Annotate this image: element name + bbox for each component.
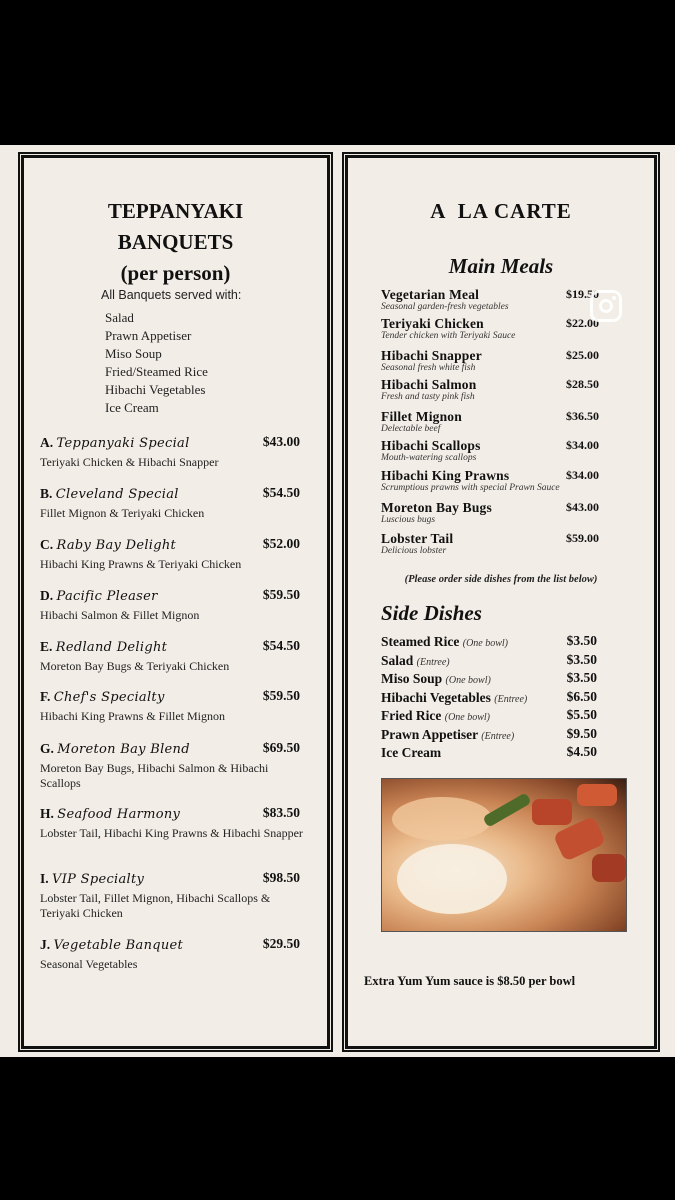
main-item — [381, 531, 599, 556]
banquet-price: $59.50 — [262, 587, 300, 602]
side-item — [381, 726, 597, 744]
banquet-item — [40, 870, 310, 921]
side-tag: (One bowl) — [445, 675, 491, 686]
banquet-name: VIP Specialty — [52, 872, 145, 887]
main-price: $19.50 — [566, 287, 599, 301]
banquet-item — [40, 485, 310, 521]
main-desc: Tender chicken with Teriyaki Sauce — [381, 331, 516, 341]
banquet-desc: Lobster Tail, Fillet Mignon, Hibachi Scallops & Teriyaki Chicken — [40, 891, 271, 920]
main-item — [381, 316, 599, 341]
side-price: $5.50 — [566, 707, 597, 722]
banquet-price: $98.50 — [262, 870, 300, 885]
banquet-item — [40, 936, 310, 972]
side-name: Hibachi Vegetables — [381, 690, 491, 705]
side-item — [381, 689, 597, 707]
main-item — [381, 438, 599, 463]
banquet-name: Vegetable Banquet — [53, 938, 184, 953]
extra-sauce-note: Extra Yum Yum sauce is $8.50 per bowl — [364, 974, 576, 988]
banquet-price: $83.50 — [262, 805, 300, 820]
banquet-price: $69.50 — [262, 740, 300, 755]
side-name: Prawn Appetiser — [381, 727, 478, 742]
main-desc: Delicious lobster — [381, 546, 447, 556]
banquet-name: Teppanyaki Special — [56, 436, 190, 451]
banquets-panel — [21, 155, 330, 1049]
side-item — [381, 707, 597, 725]
banquet-price: $29.50 — [262, 936, 300, 951]
banquet-price: $43.00 — [262, 434, 300, 449]
served-item: Fried/Steamed Rice — [105, 364, 208, 379]
main-price: $36.50 — [566, 409, 599, 423]
main-item — [381, 348, 599, 373]
banquet-name: Raby Bay Delight — [56, 538, 177, 553]
main-price: $25.00 — [566, 348, 599, 362]
served-heading: All Banquets served with: — [101, 288, 242, 302]
banquet-item — [40, 536, 310, 572]
banquet-name: Pacific Pleaser — [56, 589, 158, 604]
main-desc: Scrumptious prawns with special Prawn Sauce — [381, 483, 560, 493]
banquet-letter: J. — [40, 937, 51, 952]
main-item — [381, 500, 599, 525]
main-item — [381, 377, 599, 402]
banquet-price: $59.50 — [262, 688, 300, 703]
food-photo-art — [382, 779, 626, 931]
banquet-name: Seafood Harmony — [57, 807, 181, 822]
main-desc: Delectable beef — [381, 424, 441, 434]
side-tag: (Entree) — [481, 731, 515, 742]
banquet-letter: C. — [40, 537, 54, 552]
a-la-carte-title: A LA CARTE — [430, 199, 572, 223]
main-name: Vegetarian Meal — [381, 287, 480, 302]
banquet-letter: F. — [40, 689, 51, 704]
side-order-note: (Please order side dishes from the list below) — [404, 574, 598, 585]
banquet-item — [40, 740, 310, 791]
main-price: $28.50 — [566, 377, 599, 391]
banquet-desc: Seasonal Vegetables — [40, 957, 138, 971]
side-price: $3.50 — [566, 670, 597, 685]
main-price: $34.00 — [566, 438, 599, 452]
banquet-letter: G. — [40, 741, 54, 756]
menu-sheet — [0, 145, 675, 1057]
banquet-desc: Hibachi King Prawns & Fillet Mignon — [40, 709, 225, 723]
banquet-item — [40, 688, 310, 724]
side-dishes-title: Side Dishes — [381, 601, 482, 625]
banquet-letter: E. — [40, 639, 53, 654]
side-name: Fried Rice — [381, 708, 442, 723]
banquet-desc: Hibachi King Prawns & Teriyaki Chicken — [40, 557, 242, 571]
banquet-name: Chef's Specialty — [53, 690, 165, 705]
banquet-item — [40, 805, 310, 841]
main-item — [381, 409, 599, 434]
main-desc: Mouth-watering scallops — [381, 453, 477, 463]
main-name: Fillet Mignon — [381, 409, 462, 424]
banquet-letter: B. — [40, 486, 53, 501]
banquets-title — [24, 196, 327, 289]
served-item: Prawn Appetiser — [105, 328, 192, 343]
served-item: Salad — [105, 310, 134, 325]
side-name: Salad — [381, 653, 414, 668]
banquet-item — [40, 587, 310, 623]
main-price: $43.00 — [566, 500, 599, 514]
banquet-letter: D. — [40, 588, 54, 603]
side-price: $4.50 — [566, 744, 597, 759]
banquet-name: Cleveland Special — [55, 487, 179, 502]
title-line-1: TEPPANYAKI — [107, 199, 244, 223]
title-line-3: (per person) — [120, 261, 231, 285]
side-tag: (Entree) — [416, 657, 450, 668]
banquet-desc: Moreton Bay Bugs & Teriyaki Chicken — [40, 659, 230, 673]
main-meals-title: Main Meals — [448, 254, 554, 278]
banquet-price: $52.00 — [262, 536, 300, 551]
side-price: $6.50 — [566, 689, 597, 704]
banquet-name: Redland Delight — [55, 640, 168, 655]
main-desc: Luscious bugs — [381, 515, 436, 525]
main-name: Lobster Tail — [381, 531, 454, 546]
main-name: Moreton Bay Bugs — [381, 500, 492, 515]
side-price: $9.50 — [566, 726, 597, 741]
side-price: $3.50 — [566, 633, 597, 648]
instagram-icon[interactable] — [590, 290, 622, 322]
main-desc: Fresh and tasty pink fish — [381, 392, 475, 402]
side-name: Miso Soup — [381, 671, 443, 686]
main-name: Hibachi Scallops — [381, 438, 481, 453]
banquet-price: $54.50 — [262, 638, 300, 653]
main-name: Hibachi King Prawns — [381, 468, 510, 483]
banquet-price: $54.50 — [262, 485, 300, 500]
main-name: Hibachi Snapper — [381, 348, 482, 363]
side-name: Steamed Rice — [381, 634, 460, 649]
main-name: Hibachi Salmon — [381, 377, 477, 392]
side-item — [381, 744, 597, 762]
side-item — [381, 652, 597, 670]
instagram-lens — [599, 299, 613, 313]
main-item — [381, 468, 599, 493]
banquet-desc: Moreton Bay Bugs, Hibachi Salmon & Hibachi Scallops — [40, 761, 269, 790]
served-item: Hibachi Vegetables — [105, 382, 206, 397]
served-list — [105, 309, 208, 417]
banquet-letter: I. — [40, 871, 49, 886]
banquet-desc: Fillet Mignon & Teriyaki Chicken — [40, 506, 205, 520]
side-tag: (One bowl) — [444, 712, 491, 723]
banquet-letter: H. — [40, 806, 54, 821]
side-price: $3.50 — [566, 652, 597, 667]
side-item — [381, 670, 597, 688]
banquet-letter: A. — [40, 435, 54, 450]
side-item — [381, 633, 597, 651]
banquet-name: Moreton Bay Blend — [57, 742, 190, 757]
main-price: $59.00 — [566, 531, 599, 545]
main-price: $34.00 — [566, 468, 599, 482]
banquet-item — [40, 434, 310, 470]
food-photo — [381, 778, 627, 932]
banquet-desc: Lobster Tail, Hibachi King Prawns & Hibachi Snapper — [40, 826, 303, 840]
banquet-desc: Hibachi Salmon & Fillet Mignon — [40, 608, 200, 622]
served-item: Ice Cream — [105, 400, 159, 415]
main-desc: Seasonal garden-fresh vegetables — [381, 302, 509, 312]
served-item: Miso Soup — [105, 346, 162, 361]
banquet-item — [40, 638, 310, 674]
side-tag: (One bowl) — [462, 638, 509, 649]
side-tag: (Entree) — [494, 694, 528, 705]
instagram-dot — [612, 296, 616, 300]
main-price: $22.00 — [566, 316, 599, 330]
title-line-2: BANQUETS — [117, 230, 234, 254]
main-item — [381, 287, 599, 312]
main-desc: Seasonal fresh white fish — [381, 363, 476, 373]
banquet-desc: Teriyaki Chicken & Hibachi Snapper — [40, 455, 219, 469]
main-name: Teriyaki Chicken — [381, 316, 484, 331]
side-name: Ice Cream — [381, 745, 442, 760]
